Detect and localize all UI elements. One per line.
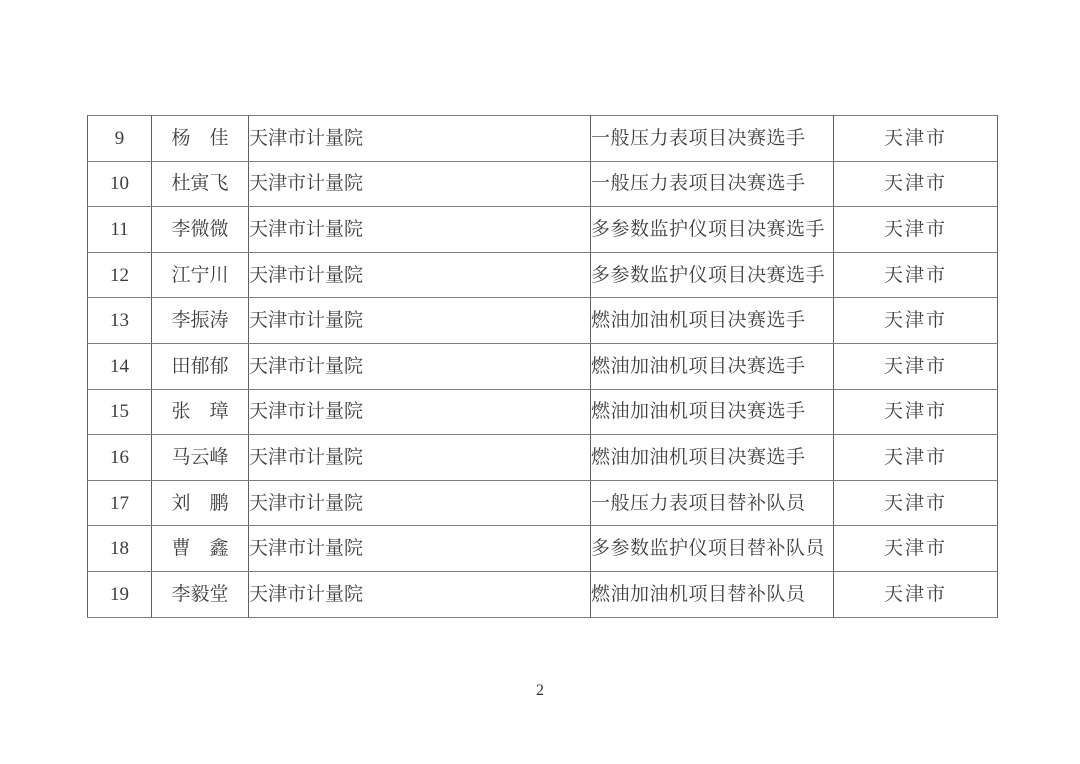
project-role-cell: 多参数监护仪项目替补队员 <box>591 526 834 572</box>
participant-name-cell: 杜寅飞 <box>152 161 249 207</box>
table-row <box>88 298 998 344</box>
row-index-cell: 12 <box>88 252 152 298</box>
region-cell: 天津市 <box>834 389 998 435</box>
participant-name-cell: 田郁郁 <box>152 343 249 389</box>
organization-cell: 天津市计量院 <box>249 435 591 481</box>
row-index-cell: 13 <box>88 298 152 344</box>
row-index-cell: 14 <box>88 343 152 389</box>
organization-cell: 天津市计量院 <box>249 571 591 617</box>
participant-name-cell: 杨 佳 <box>152 116 249 162</box>
region-cell: 天津市 <box>834 435 998 481</box>
table-row <box>88 161 998 207</box>
project-role-cell: 一般压力表项目替补队员 <box>591 480 834 526</box>
participant-name-cell: 刘 鹏 <box>152 480 249 526</box>
organization-cell: 天津市计量院 <box>249 389 591 435</box>
organization-cell: 天津市计量院 <box>249 526 591 572</box>
table-row <box>88 207 998 253</box>
row-index-cell: 16 <box>88 435 152 481</box>
organization-cell: 天津市计量院 <box>249 252 591 298</box>
region-cell: 天津市 <box>834 116 998 162</box>
row-index-cell: 10 <box>88 161 152 207</box>
organization-cell: 天津市计量院 <box>249 298 591 344</box>
region-cell: 天津市 <box>834 207 998 253</box>
table-row <box>88 526 998 572</box>
row-index-cell: 19 <box>88 571 152 617</box>
organization-cell: 天津市计量院 <box>249 207 591 253</box>
region-cell: 天津市 <box>834 571 998 617</box>
project-role-cell: 燃油加油机项目替补队员 <box>591 571 834 617</box>
organization-cell: 天津市计量院 <box>249 116 591 162</box>
table-row <box>88 435 998 481</box>
participant-name-cell: 李微微 <box>152 207 249 253</box>
table-row <box>88 116 998 162</box>
row-index-cell: 11 <box>88 207 152 253</box>
participant-name-cell: 张 璋 <box>152 389 249 435</box>
table-row <box>88 343 998 389</box>
page-number: 2 <box>536 682 544 699</box>
participant-name-cell: 曹 鑫 <box>152 526 249 572</box>
row-index-cell: 15 <box>88 389 152 435</box>
project-role-cell: 一般压力表项目决赛选手 <box>591 161 834 207</box>
table-row <box>88 571 998 617</box>
participant-name-cell: 李振涛 <box>152 298 249 344</box>
project-role-cell: 燃油加油机项目决赛选手 <box>591 343 834 389</box>
participant-name-cell: 马云峰 <box>152 435 249 481</box>
row-index-cell: 18 <box>88 526 152 572</box>
project-role-cell: 一般压力表项目决赛选手 <box>591 116 834 162</box>
project-role-cell: 燃油加油机项目决赛选手 <box>591 389 834 435</box>
organization-cell: 天津市计量院 <box>249 161 591 207</box>
region-cell: 天津市 <box>834 480 998 526</box>
participant-name-cell: 李毅堂 <box>152 571 249 617</box>
organization-cell: 天津市计量院 <box>249 480 591 526</box>
region-cell: 天津市 <box>834 526 998 572</box>
table-row <box>88 389 998 435</box>
organization-cell: 天津市计量院 <box>249 343 591 389</box>
row-index-cell: 9 <box>88 116 152 162</box>
project-role-cell: 多参数监护仪项目决赛选手 <box>591 207 834 253</box>
region-cell: 天津市 <box>834 161 998 207</box>
region-cell: 天津市 <box>834 298 998 344</box>
table-row <box>88 252 998 298</box>
project-role-cell: 多参数监护仪项目决赛选手 <box>591 252 834 298</box>
region-cell: 天津市 <box>834 252 998 298</box>
row-index-cell: 17 <box>88 480 152 526</box>
participant-name-cell: 江宁川 <box>152 252 249 298</box>
project-role-cell: 燃油加油机项目决赛选手 <box>591 435 834 481</box>
table-row <box>88 480 998 526</box>
project-role-cell: 燃油加油机项目决赛选手 <box>591 298 834 344</box>
participants-table <box>87 115 998 618</box>
region-cell: 天津市 <box>834 343 998 389</box>
